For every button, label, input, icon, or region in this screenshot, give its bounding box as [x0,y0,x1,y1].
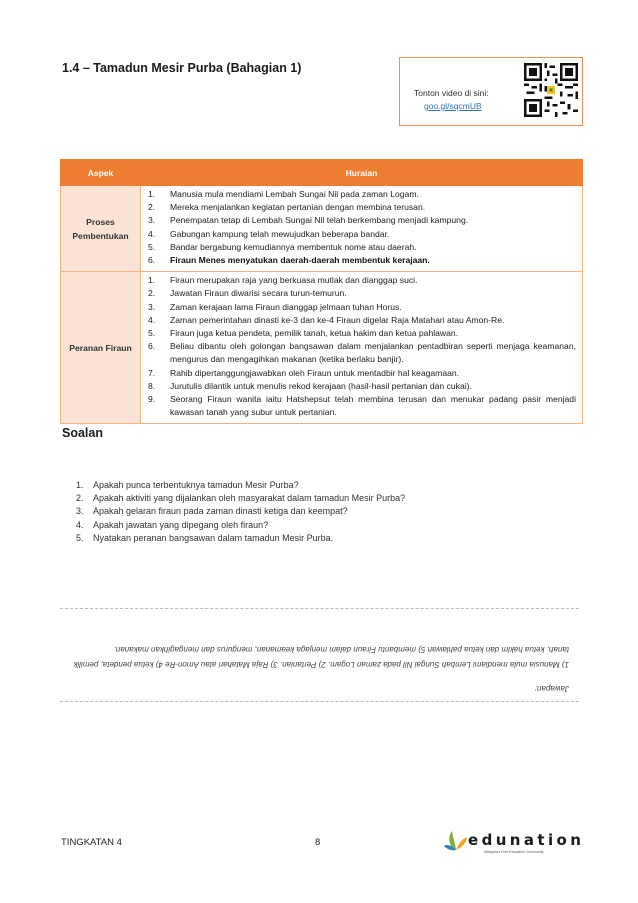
question-list [76,479,405,545]
question-item: 2. Apakah aktiviti yang dijalankan oleh masyarakat dalam tamadun Mesir Purba? [76,492,405,505]
question-item: 3. Apakah gelaran firaun pada zaman dinasti ketiga dan keempat? [76,505,405,518]
list-item-text: Bandar bergabung kemudiannya membentuk nome atau daerah. [170,241,417,252]
answer-label: Jawapan: [534,684,569,693]
list-item-text: Zaman kerajaan lama Firaun dianggap jelmaan tuhan Horus. [170,301,402,312]
edunation-logo [444,828,585,856]
list-item: 5. Firaun juga ketua pendeta, pemilik tanah, ketua hakim dan ketua pahlawan. [147,327,576,340]
aspek-cell [61,186,141,272]
logo-wordmark: edunation [468,831,585,849]
list-item: 5. Bandar bergabung kemudiannya membentuk nome atau daerah. [147,241,576,254]
list-item-text: Gabungan kampung telah mewujudkan beberapa bandar. [170,228,390,239]
list-item-text: Jurutulis dilantik untuk menulis rekod kerajaan (hasil-hasil pertanian dan cukai). [170,380,472,391]
aspek-label: Pembentukan [72,230,129,241]
video-callout [399,57,583,126]
list-item: 1. Manusia mula mendiami Lembah Sungai Nil pada zaman Logam. [147,188,576,201]
page-number: 8 [315,837,321,848]
list-item: 6. Beliau dibantu oleh golongan bangsawan dalam menjalankan pentadbiran seperti menjaga keamanan, mengurus dan mengagihkan makanan (ketika berlaku banjir). [147,340,576,366]
aspek-label: Peranan Firaun [69,342,132,353]
question-item: 4. Apakah jawatan yang dipegang oleh firaun? [76,519,405,532]
list-item: 8. Jurutulis dilantik untuk menulis rekod kerajaan (hasil-hasil pertanian dan cukai). [147,380,576,393]
list-item: 3. Zaman kerajaan lama Firaun dianggap jelmaan tuhan Horus. [147,301,576,314]
list-item: 7. Rahib dipertanggungjawabkan oleh Firaun untuk mentadbir hal keagamaan. [147,367,576,380]
list-item-text: Penempatan tetap di Lembah Sungai Nil telah berkembang menjadi kampung. [170,215,469,226]
header-aspek: Aspek [61,160,141,186]
header-huraian: Huraian [141,160,583,186]
footer-form-label: TINGKATAN 4 [61,837,122,848]
list-item-text: Seorang Firaun wanita iaitu Hatshepsut telah membina terusan dan menukar padang pasir menjadi kawasan tanah yang subur untuk pertanian. [170,394,576,418]
question-text: Apakah jawatan yang dipegang oleh firaun? [93,519,269,530]
list-item: 2. Jawatan Firaun diwarisi secara turun-temurun. [147,287,576,300]
video-label: Tonton video di sini: [414,88,489,98]
list-item: 1. Firaun merupakan raja yang berkuasa mutlak dan dianggap suci. [147,274,576,287]
list-item-text: Rahib dipertanggungjawabkan oleh Firaun untuk mentadbir hal keagamaan. [170,367,460,378]
list-item: 3. Penempatan tetap di Lembah Sungai Nil telah berkembang menjadi kampung. [147,214,576,227]
list-item: 9. Seorang Firaun wanita iaitu Hatshepsut telah membina terusan dan menukar padang pasir menjadi kawasan tanah yang subur untuk pertanian. [147,393,576,419]
question-text: Apakah aktiviti yang dijalankan oleh masyarakat dalam tamadun Mesir Purba? [93,493,406,504]
question-item: 1. Apakah punca terbentuknya tamadun Mesir Purba? [76,479,405,492]
question-item: 5. Nyatakan peranan bangsawan dalam tamadun Mesir Purba. [76,532,405,545]
video-link[interactable]: goo.gl/sqcmUB [424,101,482,111]
table-row [61,272,583,424]
qr-code-icon [524,63,578,117]
huraian-cell [141,272,583,424]
table-header-row [61,160,583,186]
list-item-text: Jawatan Firaun diwarisi secara turun-temurun. [170,288,347,299]
aspek-label: Proses [86,216,115,227]
soalan-heading: Soalan [62,426,103,440]
huraian-table [60,159,583,424]
list-item-text: Beliau dibantu oleh golongan bangsawan dalam menjalankan pentadbiran seperti menjaga keamanan, mengurus dan mengagihkan makanan (ketika berlaku banjir). [170,341,576,365]
huraian-list [147,274,576,419]
list-item: 2. Mereka menjalankan kegiatan pertanian dengan membina terusan. [147,201,576,214]
page-title: 1.4 – Tamadun Mesir Purba (Bahagian 1) [62,61,302,75]
aspek-cell [61,272,141,424]
list-item-text: Zaman pemerintahan dinasti ke-3 dan ke-4 Firaun digelar Raja Matahari atau Amon-Re. [170,314,505,325]
answer-text: 1) Manusia mula mendiami Lembah Sungai Nil pada zaman Logam. 2) Pertanian. 3) Raja Matahari atau Amon-Re 4) ketua pendeta, pemilik tanah, ketua hakim dan ketua pahlawan 5) membantu Firaun dalam menjaga keamanan, mengurus dan mengagihkan makanan. [73,645,569,669]
huraian-list [147,188,576,267]
list-item-text: Firaun merupakan raja yang berkuasa mutlak dan dianggap suci. [170,275,418,286]
list-item-text: Manusia mula mendiami Lembah Sungai Nil pada zaman Logam. [170,189,419,199]
list-item: 6. Firaun Menes menyatukan daerah-daerah membentuk kerajaan. [147,254,576,267]
huraian-cell [141,186,583,272]
answer-box [60,608,579,702]
list-item-text: Mereka menjalankan kegiatan pertanian dengan membina terusan. [170,202,426,213]
video-text [414,87,489,113]
table-row [61,186,583,272]
question-text: Nyatakan peranan bangsawan dalam tamadun Mesir Purba. [93,532,334,543]
list-item: 4. Gabungan kampung telah mewujudkan beberapa bandar. [147,228,576,241]
list-item: 4. Zaman pemerintahan dinasti ke-3 dan ke-4 Firaun digelar Raja Matahari atau Amon-Re. [147,314,576,327]
question-text: Apakah punca terbentuknya tamadun Mesir Purba? [93,480,299,490]
list-item-text: Firaun Menes menyatukan daerah-daerah membentuk kerajaan. [170,255,430,266]
list-item-text: Firaun juga ketua pendeta, pemilik tanah, ketua hakim dan ketua pahlawan. [170,328,459,339]
logo-tagline: Malaysia's Free Education Community [484,850,544,854]
question-text: Apakah gelaran firaun pada zaman dinasti ketiga dan keempat? [93,506,348,517]
leaf-icon [444,828,468,852]
answer-upside-down [60,609,579,701]
